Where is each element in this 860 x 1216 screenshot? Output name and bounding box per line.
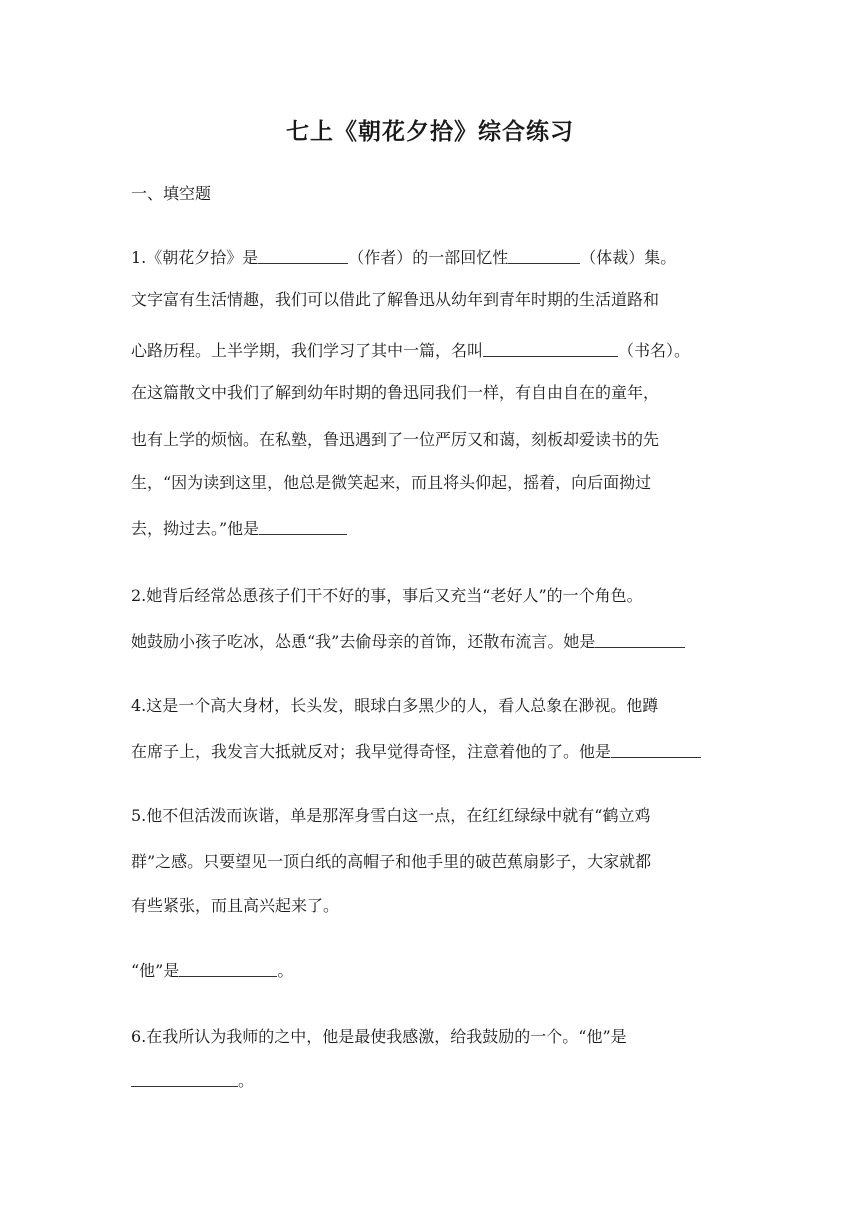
- q1-line-5: 也有上学的烦恼。在私塾，鲁迅遇到了一位严厉又和蔼，刻板却爱读书的先: [131, 430, 660, 449]
- q2-blank[interactable]: [595, 633, 685, 648]
- q1-text-1a: 1.《朝花夕拾》是: [131, 248, 259, 267]
- q1-text-1c: （体裁）集。: [580, 248, 677, 267]
- q1-line-7: [131, 519, 347, 539]
- q1-blank-genre[interactable]: [508, 249, 580, 264]
- q6-line-1: 6.在我所认为我师的之中，他是最使我感激，给我鼓励的一个。“他”是: [131, 1027, 627, 1046]
- q4-line-1: 4.这是一个高大身材，长头发，眼球白多黑少的人，看人总象在渺视。他蹲: [131, 696, 659, 715]
- q1-blank-title[interactable]: [483, 342, 618, 357]
- q5-line-3: 有些紧张，而且高兴起来了。: [131, 896, 340, 915]
- page-title: 七上《朝花夕拾》综合练习: [286, 119, 574, 145]
- q5-text-4a: “他”是: [131, 961, 180, 980]
- q4-text-2: 在席子上，我发言大抵就反对；我早觉得奇怪，注意着他的了。他是: [131, 742, 612, 761]
- q6-blank[interactable]: [131, 1072, 238, 1087]
- q1-line-1: [131, 248, 676, 268]
- q5-line-2: 群”之感。只要望见一顶白纸的高帽子和他手里的破芭蕉扇影子，大家就都: [131, 852, 652, 871]
- q1-text-1b: （作者）的一部回忆性: [348, 248, 509, 267]
- q1-blank-author[interactable]: [258, 249, 348, 264]
- q1-line-4: 在这篇散文中我们了解到幼年时期的鲁迅同我们一样，有自由自在的童年，: [131, 383, 660, 402]
- q1-blank-teacher[interactable]: [259, 520, 347, 535]
- q5-blank[interactable]: [179, 962, 277, 977]
- q2-text-2: 她鼓励小孩子吃冰，怂恿“我”去偷母亲的首饰，还散布流言。她是: [131, 632, 596, 651]
- q5-line-4: [131, 961, 293, 981]
- q6-line-2: [131, 1071, 254, 1091]
- q6-text-2b: 。: [238, 1071, 255, 1090]
- q1-line-3: [131, 341, 690, 361]
- q2-line-2: [131, 632, 685, 652]
- q1-line-2: 文字富有生活情趣，我们可以借此了解鲁迅从幼年到青年时期的生活道路和: [131, 290, 660, 309]
- q1-text-3a: 心路历程。上半学期，我们学习了其中一篇，名叫: [131, 341, 484, 360]
- q5-text-4b: 。: [277, 961, 294, 980]
- q1-text-3b: （书名）。: [618, 341, 691, 360]
- q1-line-6: 生，“因为读到这里，他总是微笑起来，而且将头仰起，摇着，向后面拗过: [131, 473, 652, 492]
- q1-text-7: 去，拗过去。”他是: [131, 519, 260, 538]
- q4-line-2: [131, 742, 701, 762]
- q2-line-1: 2.她背后经常怂恿孩子们干不好的事，事后又充当“老好人”的一个角色。: [131, 586, 643, 605]
- q4-blank[interactable]: [611, 743, 701, 758]
- section-heading: 一、填空题: [131, 184, 212, 203]
- q5-line-1: 5.他不但活泼而诙谐，单是那浑身雪白这一点，在红红绿绿中就有“鹤立鸡: [131, 806, 651, 825]
